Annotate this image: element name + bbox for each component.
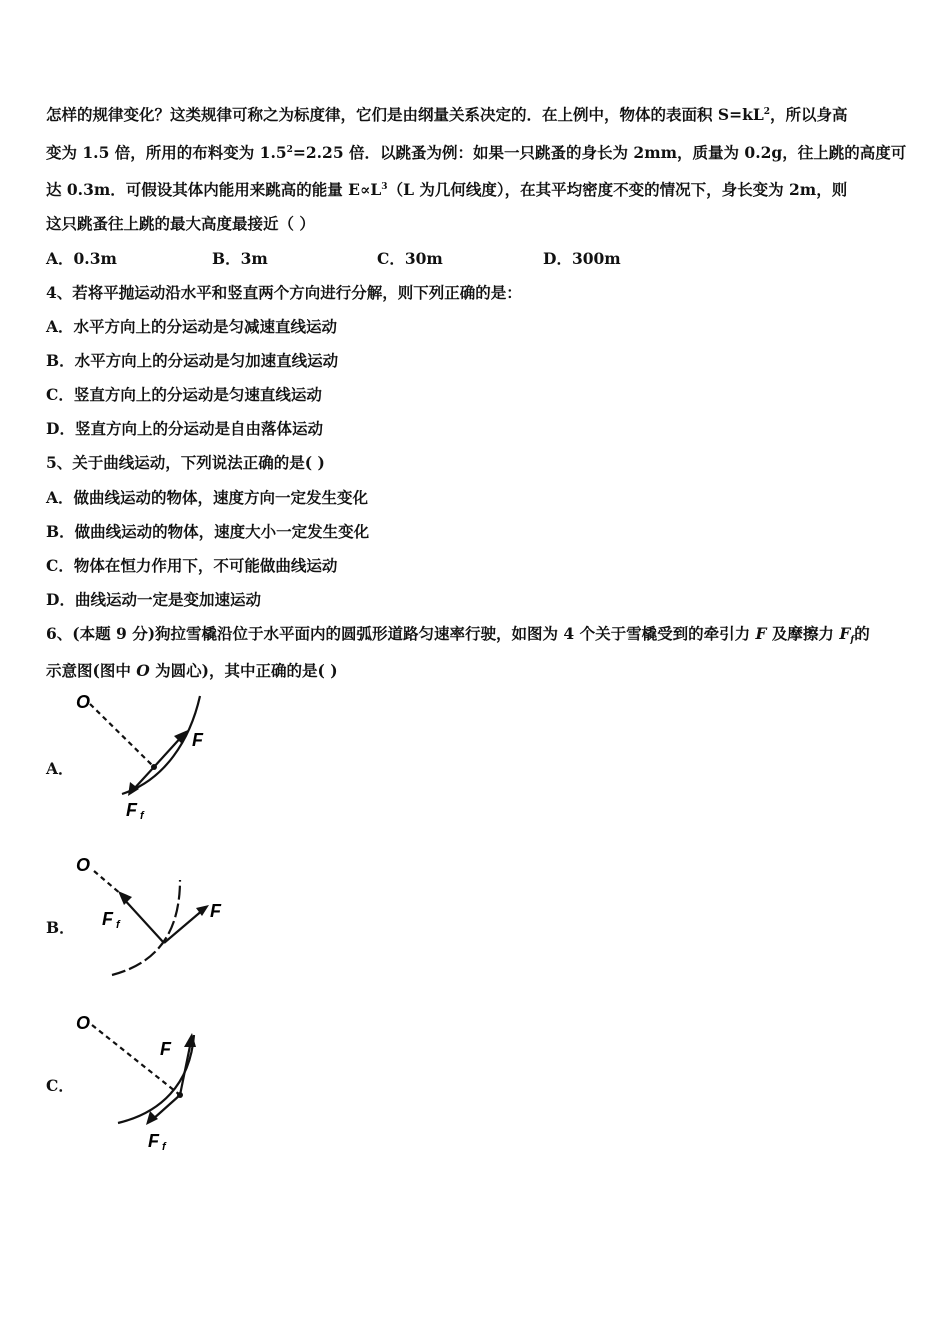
q3-line-3-text-b: （L 为几何线度），在其平均密度不变的情况下，身长变为 2m，则: [387, 180, 848, 199]
figure-b-force-f-line: [164, 909, 204, 943]
q5-option-c: C．物体在恒力作用下，不可能做曲线运动: [46, 556, 338, 575]
q3-line-4: 这只跳蚤往上跳的最大高度最接近（ ）: [46, 214, 315, 233]
q6-line-1-text-b: 及摩擦力: [766, 624, 840, 643]
figure-b-friction-arrowhead: [118, 891, 132, 905]
figure-c-ff-label: F: [148, 1131, 159, 1151]
q3-line-1-sup: 2: [763, 107, 770, 117]
figure-b-diagram: [70, 845, 240, 985]
q4-option-a: A．水平方向上的分运动是匀减速直线运动: [46, 317, 338, 336]
q4-option-b: B．水平方向上的分运动是匀加速直线运动: [46, 351, 339, 370]
figure-a-label: A．: [46, 759, 74, 778]
q4-stem: 4、若将平抛运动沿水平和竖直两个方向进行分解，则下列正确的是：: [46, 283, 522, 302]
q4-option-d: D．竖直方向上的分运动是自由落体运动: [46, 419, 323, 438]
figure-a-ff-sub: f: [140, 810, 144, 822]
figure-b-ff-sub: f: [116, 919, 120, 931]
q6-line-1-F: F: [755, 624, 767, 643]
q3-line-2-text-b: =2.25 倍．以跳蚤为例：如果一只跳蚤的身长为 2mm，质量为 0.2g，往上跳的高度可: [292, 143, 907, 162]
q6-line-1: [46, 624, 870, 650]
q5-stem: 5、关于曲线运动，下列说法正确的是( ): [46, 453, 325, 472]
q3-line-1: [46, 102, 848, 125]
q6-line-2-text-a: 示意图(图中: [46, 661, 137, 680]
figure-c-friction-arrowhead: [146, 1111, 158, 1125]
figure-c-force-f-line: [180, 1041, 191, 1095]
q5-option-d: D．曲线运动一定是变加速运动: [46, 590, 261, 609]
figure-b-ff-label: F: [102, 909, 113, 929]
q6-line-1-text-c: 的: [854, 624, 870, 643]
figure-c-point: [177, 1092, 183, 1098]
figure-b-f-label: F: [210, 901, 221, 921]
figure-c-diagram: [70, 1005, 240, 1155]
q6-line-2: [46, 661, 338, 681]
q6-line-1-text-a: 6、(本题 9 分)狗拉雪橇沿位于水平面内的圆弧形道路匀速率行驶，如图为 4 个关于雪橇受到的牵引力: [46, 624, 756, 643]
figure-b-o-label: O: [76, 855, 91, 875]
q3-option-c: C．30m: [377, 249, 443, 268]
figure-c-ff-sub: f: [162, 1141, 166, 1153]
q6-line-1-Ff: F: [839, 624, 851, 643]
q3-line-1-text-b: ，所以身高: [769, 105, 848, 124]
q3-line-3-text-a: 达 0.3m．可假设其体内能用来跳高的能量 E∝L: [46, 180, 382, 199]
figure-a-diagram: [70, 690, 230, 830]
q3-line-2-text-a: 变为 1.5 倍，所用的布料变为 1.5: [46, 143, 287, 162]
figure-c-label: C．: [46, 1076, 74, 1095]
figure-a-radius-dashed: [90, 704, 154, 767]
q5-option-a: A．做曲线运动的物体，速度方向一定发生变化: [46, 488, 369, 507]
figure-a-o-label: O: [76, 692, 91, 712]
figure-b-friction-line: [122, 897, 164, 943]
q5-option-b: B．做曲线运动的物体，速度大小一定发生变化: [46, 522, 370, 541]
figure-b-radius-dashed: [94, 871, 122, 895]
q3-line-1-text-a: 怎样的规律变化？这类规律可称之为标度律，它们是由纲量关系决定的．在上例中，物体的表面积 S=kL: [46, 105, 764, 124]
figure-c-radius-dashed: [92, 1025, 180, 1095]
figure-a-f-label: F: [192, 730, 203, 750]
q6-line-1-Ff-sub: f: [850, 635, 855, 645]
q3-line-2: [46, 140, 906, 163]
figure-a-point: [151, 764, 157, 770]
q3-line-3: [46, 177, 847, 200]
q3-option-a: A．0.3m: [46, 249, 117, 268]
q3-option-b: B．3m: [212, 249, 268, 268]
q3-line-3-sup: 3: [381, 182, 388, 192]
figure-b-label: B．: [46, 918, 75, 937]
figure-a-ff-label: F: [126, 800, 137, 820]
q6-line-2-O: O: [136, 661, 150, 680]
figure-c-f-label: F: [160, 1039, 171, 1059]
q4-option-c: C．竖直方向上的分运动是匀速直线运动: [46, 385, 322, 404]
q6-line-2-text-b: 为圆心)，其中正确的是( ): [149, 661, 338, 680]
figure-c-o-label: O: [76, 1013, 91, 1033]
q3-line-2-sup: 2: [286, 145, 293, 155]
q3-option-d: D．300m: [543, 249, 621, 268]
figure-a-arc: [122, 696, 200, 794]
